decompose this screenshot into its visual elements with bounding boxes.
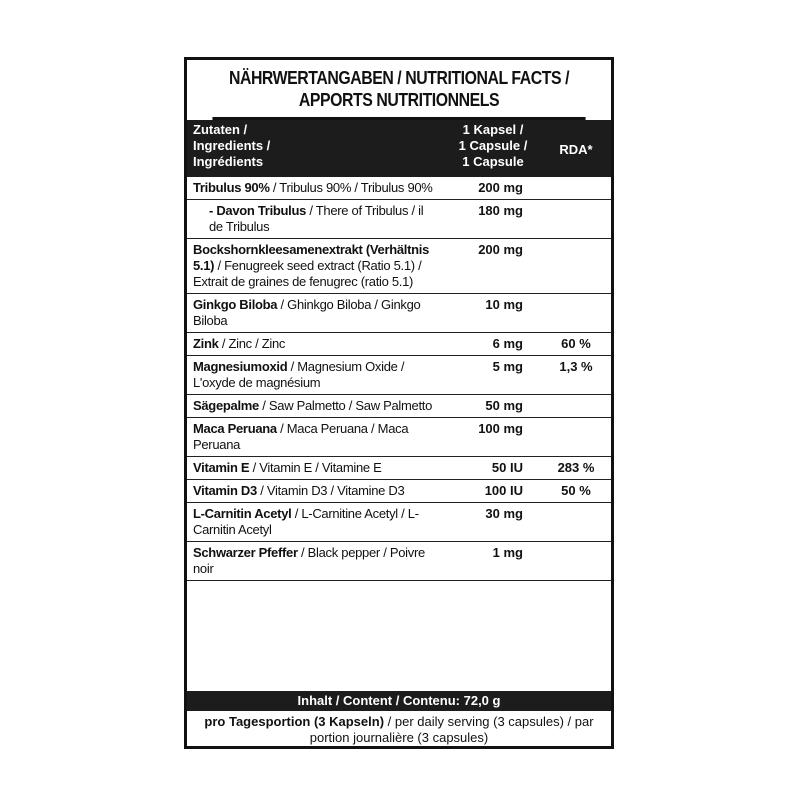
serving-label: pro Tagesportion (3 Kapseln)	[204, 714, 385, 729]
label-title	[212, 60, 585, 120]
header-capsule-en: 1 Capsule /	[458, 138, 528, 153]
header-per-capsule	[445, 122, 541, 177]
ingredient-name-de: Bockshornkleesamenextrakt (Verhältnis 5.1)	[193, 242, 430, 273]
header-ingredients-de: Zutaten /	[193, 122, 248, 137]
ingredient-name-de: Vitamin E	[193, 460, 250, 475]
ingredient-rda	[541, 506, 611, 538]
content-bar	[187, 691, 611, 711]
title-line-1: NÄHRWERTANGABEN / NUTRITIONAL FACTS /	[228, 67, 570, 88]
ingredient-name-de: Vitamin D3	[193, 483, 257, 498]
table-row	[187, 356, 611, 395]
table-row	[187, 542, 611, 581]
table-row	[187, 239, 611, 294]
ingredient-rda	[541, 180, 611, 196]
ingredient-amount: 200 mg	[478, 180, 523, 195]
ingredient-name-de: - Davon Tribulus	[209, 203, 307, 218]
ingredient-name-translations: / Ghinkgo Biloba / Ginkgo Biloba	[193, 297, 421, 328]
ingredient-amount: 50 IU	[491, 460, 523, 475]
serving-text: / per daily serving (3 capsules) / par portion journalière (3 capsules)	[309, 714, 594, 745]
ingredient-name-de: L-Carnitin Acetyl	[193, 506, 292, 521]
ingredient-name-translations: / Vitamin E / Vitamine E	[249, 460, 382, 475]
ingredient-name-de: Ginkgo Biloba	[193, 297, 278, 312]
ingredient-name	[187, 359, 445, 391]
ingredient-name-translations: / L-Carnitine Acetyl / L-Carnitin Acetyl	[193, 506, 419, 537]
ingredient-name-translations: / Saw Palmetto / Saw Palmetto	[258, 398, 433, 413]
header-rda: RDA*	[559, 141, 593, 157]
ingredient-amount: 5 mg	[492, 359, 523, 374]
ingredient-name-translations: / There of Tribulus / il de Tribulus	[209, 203, 424, 234]
ingredient-rda	[541, 545, 611, 577]
table-row	[187, 200, 611, 239]
ingredient-amount: 30 mg	[485, 506, 523, 521]
table-row	[187, 177, 611, 200]
ingredient-rda	[541, 297, 611, 329]
header-ingredients	[187, 122, 445, 177]
ingredient-name-de: Tribulus 90%	[193, 180, 270, 195]
header-ingredients-en: Ingredients /	[193, 138, 271, 153]
ingredient-name-translations: / Magnesium Oxide / L'oxyde de magnésium	[193, 359, 405, 390]
table-row	[187, 503, 611, 542]
ingredient-name-translations: / Zinc / Zinc	[218, 336, 286, 351]
ingredient-name-de: Zink	[193, 336, 219, 351]
ingredient-amount: 180 mg	[478, 203, 523, 218]
ingredient-name	[187, 506, 445, 538]
ingredient-name	[187, 421, 445, 453]
ingredient-name	[187, 336, 445, 352]
ingredient-amount: 1 mg	[492, 545, 523, 560]
table-row	[187, 480, 611, 503]
ingredient-name	[187, 297, 445, 329]
ingredient-name	[187, 180, 445, 196]
table-row	[187, 333, 611, 356]
ingredient-rda: 60 %	[561, 336, 591, 351]
ingredient-amount: 100 mg	[478, 421, 523, 436]
header-ingredients-fr: Ingrédients	[193, 154, 264, 169]
ingredient-amount: 100 IU	[484, 483, 523, 498]
ingredient-rda	[541, 242, 611, 290]
nutrition-facts-label	[184, 57, 614, 749]
content-label: Inhalt	[297, 693, 333, 708]
ingredient-name	[187, 242, 445, 290]
ingredient-name-translations: / Tribulus 90% / Tribulus 90%	[269, 180, 433, 195]
ingredient-rda	[541, 421, 611, 453]
ingredient-name	[187, 460, 445, 476]
ingredient-rda	[541, 203, 611, 235]
ingredient-name	[187, 483, 445, 499]
header-capsule-de: 1 Kapsel /	[462, 122, 524, 137]
table-row	[187, 457, 611, 480]
ingredient-name	[187, 203, 445, 235]
content-value: / Content / Contenu: 72,0 g	[332, 693, 501, 708]
ingredient-name-de: Maca Peruana	[193, 421, 277, 436]
ingredient-table	[187, 177, 611, 581]
header-capsule-fr: 1 Capsule	[462, 154, 524, 169]
ingredient-amount: 10 mg	[485, 297, 523, 312]
ingredient-name-translations: / Vitamin D3 / Vitamine D3	[256, 483, 405, 498]
ingredient-name	[187, 398, 445, 414]
ingredient-name	[187, 545, 445, 577]
ingredient-name-translations: / Fenugreek seed extract (Ratio 5.1) / Extrait de graines de fenugrec (ratio 5.1)	[193, 258, 422, 289]
ingredient-name-translations: / Black pepper / Poivre noir	[193, 545, 425, 576]
serving-note	[187, 711, 611, 746]
label-footer	[187, 691, 611, 746]
ingredient-rda: 283 %	[557, 460, 595, 475]
table-header	[187, 120, 611, 177]
ingredient-name-de: Sägepalme	[193, 398, 259, 413]
ingredient-rda: 50 %	[561, 483, 591, 498]
ingredient-amount: 50 mg	[485, 398, 523, 413]
table-row	[187, 395, 611, 418]
table-row	[187, 294, 611, 333]
table-row	[187, 418, 611, 457]
ingredient-name-de: Schwarzer Pfeffer	[193, 545, 298, 560]
ingredient-amount: 6 mg	[492, 336, 523, 351]
ingredient-name-de: Magnesiumoxid	[193, 359, 288, 374]
ingredient-name-translations: / Maca Peruana / Maca Peruana	[193, 421, 409, 452]
title-line-2: APPORTS NUTRITIONNELS	[298, 89, 500, 110]
ingredient-amount: 200 mg	[478, 242, 523, 257]
ingredient-rda	[541, 398, 611, 414]
ingredient-rda: 1,3 %	[559, 359, 593, 374]
